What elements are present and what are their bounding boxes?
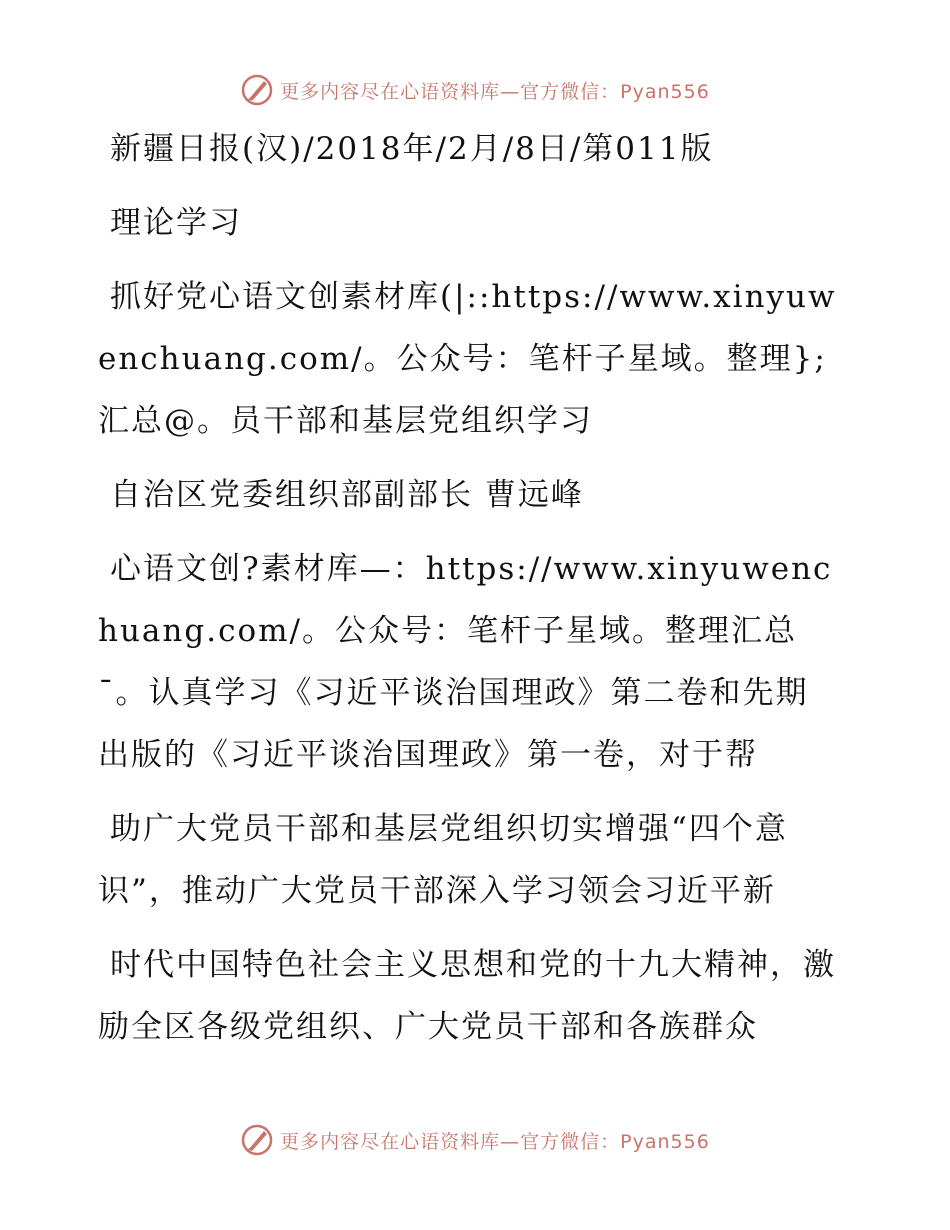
body-paragraph: 心语文创?素材库—：https://www.xinyuwenchuang.com/。公众号：笔杆子星域。整理汇总¯。认真学习《习近平谈治国理政》第二卷和先期出版的《习近平谈治国理政》第一卷，对于帮 <box>98 551 833 773</box>
article-title: 抓好党心语文创素材库(|::https://www.xinyuwenchuang.com/。公众号：笔杆子星域。整理};汇总@。员干部和基层党组织学习 <box>98 279 837 439</box>
body-paragraph: 助广大党员干部和基层党组织切实增强“四个意识”，推动广大党员干部深入学习领会习近平新 <box>98 811 788 909</box>
watermark-banner-top <box>0 70 950 110</box>
watermark-text: 更多内容尽在心语资料库—官方微信：Pyan556 <box>280 1130 710 1153</box>
section-title: 理论学习 <box>110 205 242 241</box>
author-line: 自治区党委组织部副部长 曹远峰 <box>110 477 584 513</box>
quill-pen-seal-icon <box>240 1123 274 1157</box>
dateline: 新疆日报(汉)/2018年/2月/8日/第011版 <box>110 131 714 167</box>
quill-pen-seal-icon <box>240 73 274 107</box>
article-body <box>98 118 838 1058</box>
watermark-banner-bottom <box>0 1120 950 1160</box>
body-paragraph: 时代中国特色社会主义思想和党的十九大精神，激励全区各级党组织、广大党员干部和各族群众 <box>98 947 836 1045</box>
watermark-text: 更多内容尽在心语资料库—官方微信：Pyan556 <box>280 80 710 103</box>
